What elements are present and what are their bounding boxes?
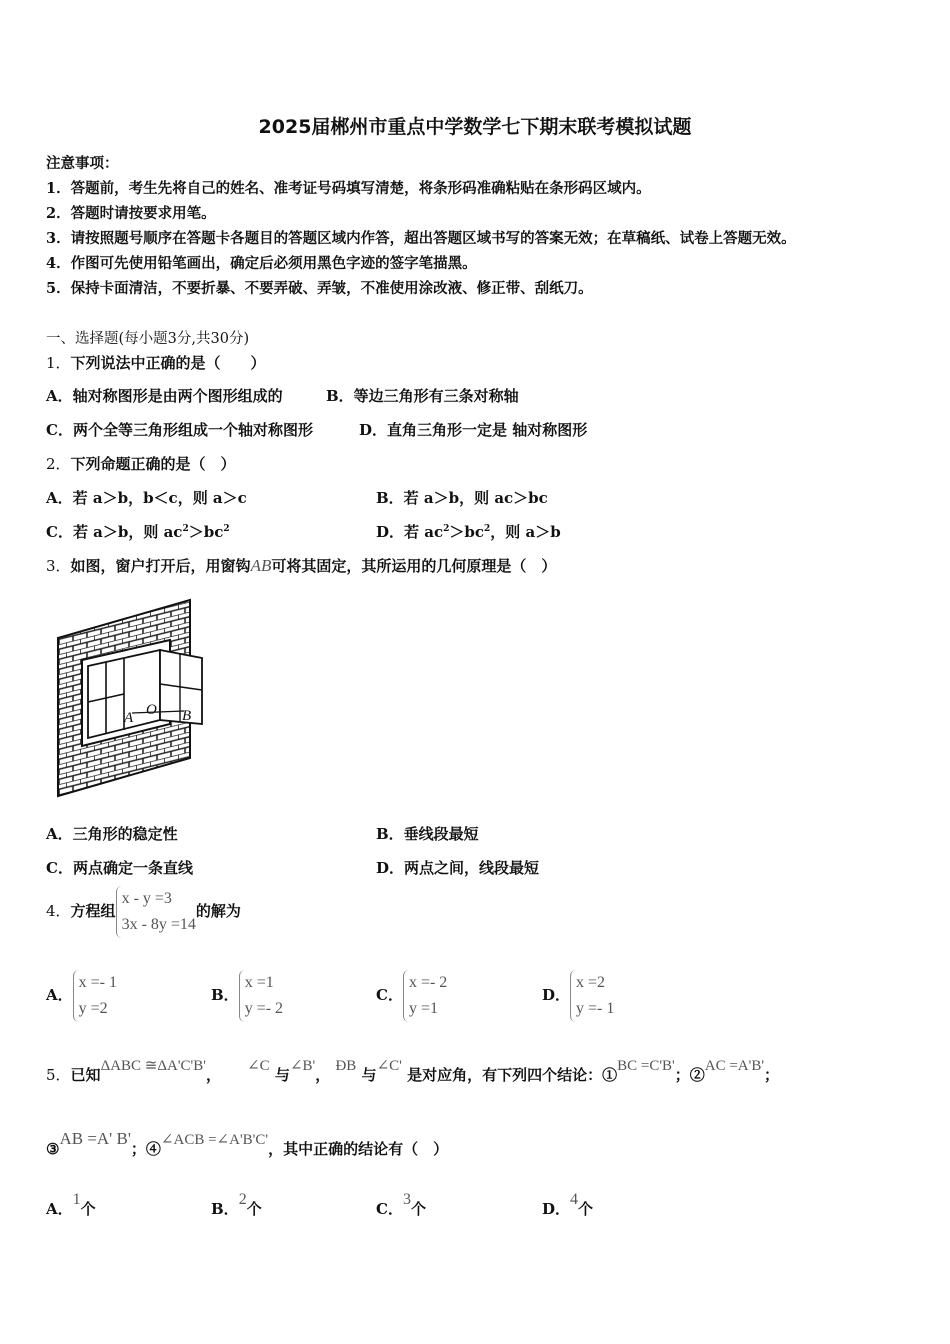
option-label: B． — [211, 1200, 239, 1218]
option-text: ，则 a＞b — [490, 523, 561, 541]
section-heading: 一、选择题(每小题3分,共30分) — [46, 331, 250, 347]
q5-option-a[interactable] — [46, 1192, 96, 1227]
option-unit: 个 — [80, 1200, 96, 1218]
q4-option-d[interactable] — [542, 970, 614, 1022]
question-text: 与 — [274, 1066, 290, 1084]
option-label: A． — [46, 986, 73, 1004]
option-unit: 个 — [246, 1200, 262, 1218]
superscript: 2 — [182, 524, 189, 534]
solution-system — [570, 970, 614, 1022]
option-label: A． — [46, 1200, 73, 1218]
page-title: 2025届郴州市重点中学数学七下期末联考模拟试题 — [258, 116, 692, 138]
equation: x =1 — [244, 974, 274, 991]
option-label: B． — [211, 986, 239, 1004]
q1-option-c[interactable]: C．两个全等三角形组成一个轴对称图形 — [46, 421, 313, 439]
question-number: 1． — [46, 354, 71, 372]
equation: x - y =3 — [121, 890, 172, 907]
note-item: 4．作图可先使用铅笔画出，确定后必须用黑色字迹的签字笔描黑。 — [46, 255, 477, 272]
option-text: ＞bc — [188, 523, 224, 541]
option-text: D．若 ac — [376, 523, 444, 541]
superscript: 2 — [223, 524, 230, 534]
equation-system — [116, 886, 196, 938]
question-stem: 的解为 — [195, 902, 241, 920]
q3-option-d[interactable]: D．两点之间，线段最短 — [376, 859, 540, 877]
question-stem: 下列说法中正确的是（ ） — [70, 354, 266, 372]
q1-option-d[interactable]: D．直角三角形一定是 轴对称图形 — [359, 421, 588, 439]
solution-system — [403, 970, 447, 1022]
option-label: D． — [542, 986, 571, 1004]
superscript: 2 — [443, 524, 450, 534]
q3-option-b[interactable]: B．垂线段最短 — [376, 825, 479, 843]
math-expression: ΔABC ≅ΔA'C'B' — [100, 1058, 206, 1074]
q2-option-a[interactable]: A．若 a＞b，b＜c，则 a＞c — [46, 489, 247, 507]
question-text: ， — [315, 1066, 331, 1084]
question-5-line-2 — [46, 1129, 449, 1167]
equation: y =- 1 — [576, 1000, 615, 1017]
option-number: 3 — [402, 1191, 411, 1208]
question-2 — [46, 453, 236, 474]
math-expression: ∠B' — [289, 1058, 316, 1074]
question-stem: 可将其固定，其所运用的几何原理是（ ） — [271, 557, 557, 575]
note-item: 5．保持卡面清洁，不要折暴、不要弄破、弄皱，不准使用涂改液、修正带、刮纸刀。 — [46, 280, 593, 297]
question-text: ， — [205, 1066, 221, 1084]
math-expression: ∠C — [247, 1058, 270, 1074]
q4-option-b[interactable] — [211, 970, 283, 1022]
question-number: 5． — [46, 1066, 71, 1084]
q4-option-a[interactable] — [46, 970, 117, 1022]
question-stem: 下列命题正确的是（ ） — [70, 455, 236, 473]
equation: 3x - 8y =14 — [121, 916, 196, 933]
q2-option-d[interactable] — [376, 521, 561, 542]
question-stem: 方程组 — [70, 902, 116, 920]
q1-option-a[interactable]: A．轴对称图形是由两个图形组成的 — [46, 387, 283, 405]
solution-system — [73, 970, 117, 1022]
q5-option-b[interactable] — [211, 1192, 262, 1227]
q3-option-a[interactable]: A．三角形的稳定性 — [46, 825, 178, 843]
q4-option-c[interactable] — [376, 970, 447, 1022]
math-expression: BC =C'B' — [617, 1058, 675, 1074]
question-text: ，其中正确的结论有（ ） — [268, 1140, 449, 1158]
option-label: C． — [376, 1200, 403, 1218]
question-text: ；② — [674, 1066, 705, 1084]
q2-option-c[interactable] — [46, 521, 230, 542]
question-number: 2． — [46, 455, 71, 473]
q5-option-c[interactable] — [376, 1192, 426, 1227]
equation: x =- 2 — [408, 974, 448, 991]
option-number: 2 — [238, 1191, 247, 1208]
option-text: ＞bc — [449, 523, 484, 541]
q1-option-b[interactable]: B．等边三角形有三条对称轴 — [326, 387, 519, 405]
notes-heading: 注意事项： — [46, 155, 119, 172]
note-item: 3．请按照题号顺序在答题卡各题目的答题区域内作答，超出答题区域书写的答案无效；在草稿纸、试卷上答题无效。 — [46, 230, 796, 247]
math-expression: ∠ACB =∠A'B'C' — [160, 1132, 269, 1148]
q3-option-c[interactable]: C．两点确定一条直线 — [46, 859, 193, 877]
q5-option-d[interactable] — [542, 1192, 593, 1227]
option-number: 4 — [570, 1191, 579, 1208]
question-number: 4． — [46, 902, 71, 920]
question-1 — [46, 352, 266, 373]
equation: x =2 — [576, 974, 606, 991]
equation: y =1 — [408, 1000, 438, 1017]
question-text: 是对应角，有下列四个结论：① — [407, 1066, 618, 1084]
option-unit: 个 — [410, 1200, 426, 1218]
question-3 — [46, 555, 556, 576]
question-text: 已知 — [70, 1066, 101, 1084]
window-figure — [52, 596, 212, 800]
question-text: 与 — [361, 1066, 377, 1084]
question-stem: 如图，窗户打开后，用窗钩 — [70, 557, 251, 575]
option-label: D． — [542, 1200, 571, 1218]
question-text: ③ — [46, 1140, 60, 1158]
math-expression: AB — [250, 556, 272, 575]
option-number: 1 — [72, 1191, 81, 1208]
figure-label-b: B — [182, 708, 192, 724]
math-expression: ÐB — [335, 1058, 357, 1074]
solution-system — [239, 970, 283, 1022]
question-text: ； — [764, 1066, 780, 1084]
note-item: 1．答题前，考生先将自己的姓名、准考证号码填写清楚，将条形码准确粘贴在条形码区域内。 — [46, 180, 651, 197]
equation: x =- 1 — [78, 974, 117, 991]
superscript: 2 — [483, 524, 491, 534]
math-expression: AC =A'B' — [704, 1058, 765, 1074]
question-5 — [46, 1058, 779, 1093]
question-4 — [46, 886, 241, 938]
option-text: C．若 a＞b，则 ac — [46, 523, 183, 541]
question-number: 3． — [46, 557, 71, 575]
option-unit: 个 — [578, 1200, 594, 1218]
note-item: 2．答题时请按要求用笔。 — [46, 205, 216, 222]
question-text: ；④ — [130, 1140, 161, 1158]
math-expression: ∠C' — [376, 1058, 402, 1074]
math-expression: AB =A' B' — [59, 1129, 131, 1148]
figure-label-a: A — [124, 710, 134, 726]
figure-label-o: O — [146, 702, 157, 718]
option-label: C． — [376, 986, 403, 1004]
equation: y =2 — [78, 1000, 108, 1017]
q2-option-b[interactable]: B．若 a＞b，则 ac＞bc — [376, 489, 548, 507]
equation: y =- 2 — [244, 1000, 284, 1017]
